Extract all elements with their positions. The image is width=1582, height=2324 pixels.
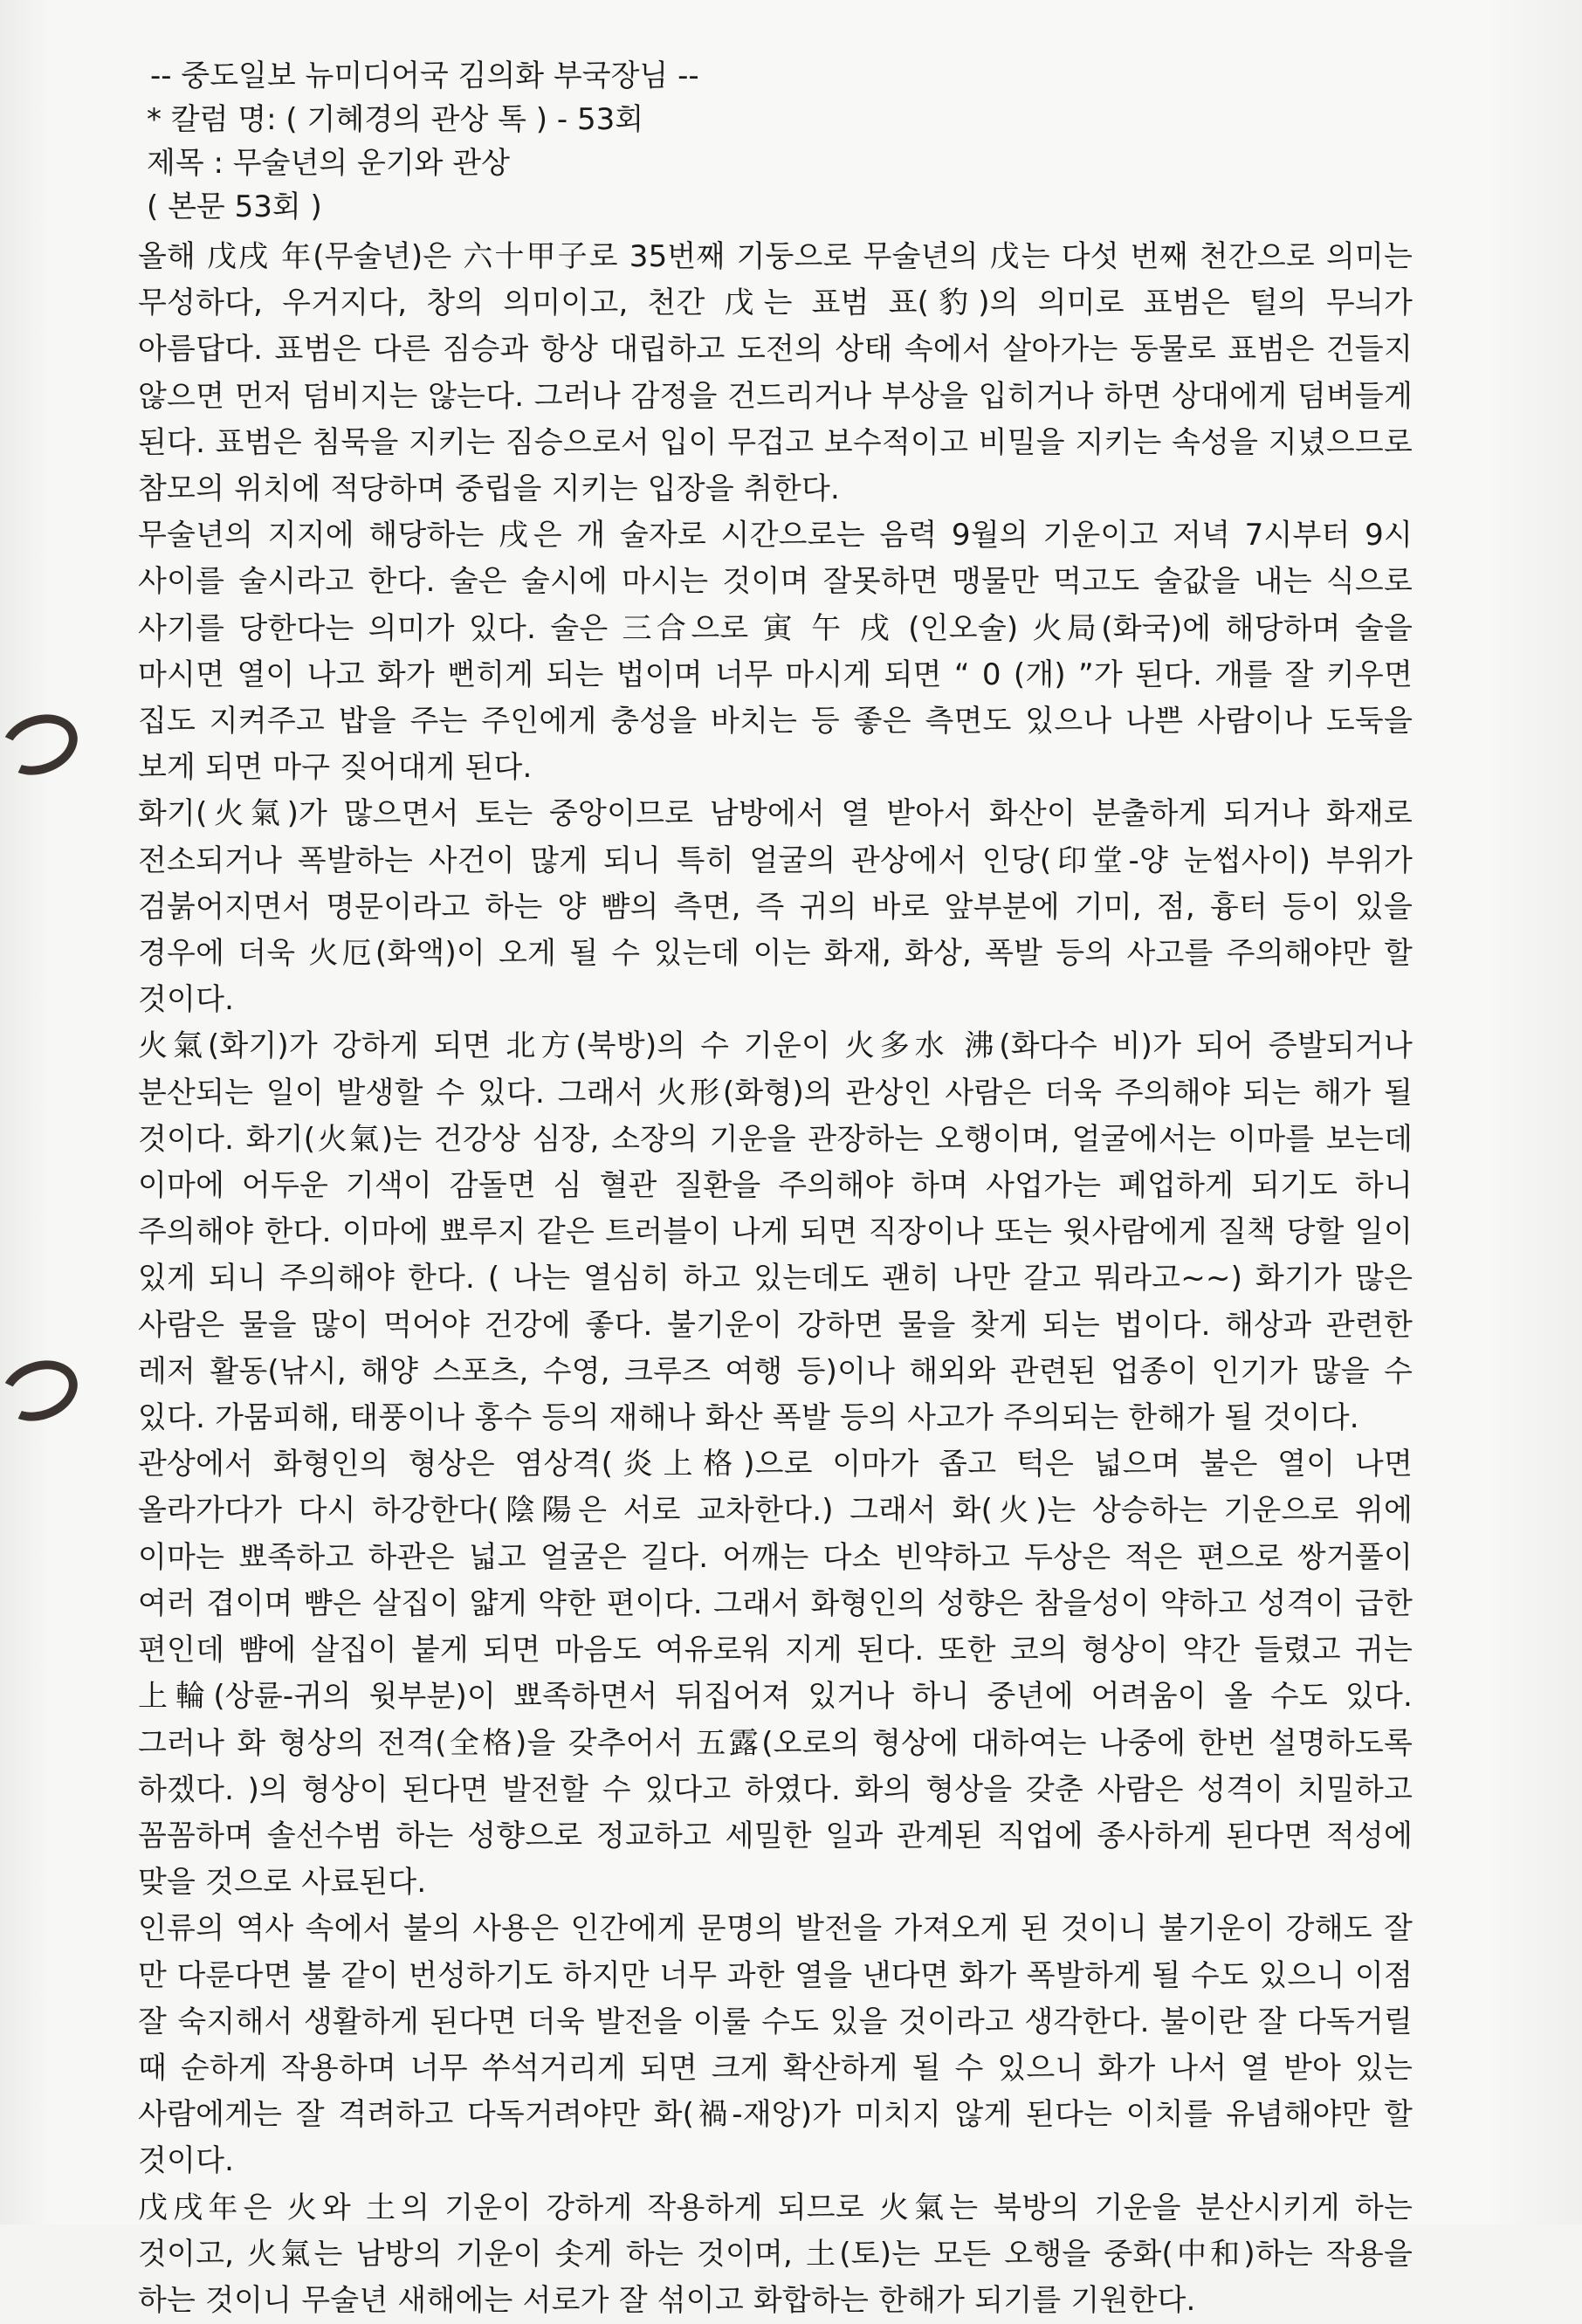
header-source-line: -- 중도일보 뉴미디어국 김의화 부국장님 -- <box>150 58 699 93</box>
body-label: ( 본문 53회 ) <box>147 189 322 224</box>
paragraph-5: 관상에서 화형인의 형상은 염상격(炎上格)으로 이마가 좁고 턱은 넓으며 불은 열이 나면 올라가다가 다시 하강한다(陰陽은 서로 교차한다.) 그래서 화(火)는 상승하는 기운으로 위에 이마는 뾰족하고 하관은 넓고 얼굴은 길다. 어깨는 다소 빈약하고 두상은 적은 편으로 쌍거풀이 여러 겹이며 뺨은 살집이 얇게 약한 편이다. 그래서 화형인의 성향은 참을성이 약하고 성격이 급한 편인데 뺨에 살집이 붙게 되면 마음도 여유로워 지게 된다. 또한 코의 형상이 약간 들렸고 귀는 上輪(상륜-귀의 윗부분)이 뾰족하면서 뒤집어져 있거나 하니 중년에 어려움이 올 수도 있다. 그러나 화 형상의 전격(全格)을 갖추어서 五露(오로의 형상에 대하여는 나중에 한번 설명하도록 하겠다. )의 형상이 된다면 발전할 수 있다고 하였다. 화의 형상을 갖춘 사람은 성격이 치밀하고 꼼꼼하며 솔선수범 하는 성향으로 정교하고 세밀한 일과 관계된 직업에 종사하게 된다면 적성에 맞을 것으로 사료된다. <box>138 1447 1413 1901</box>
binder-ring <box>0 1351 86 1432</box>
paragraph-4: 火氣(화기)가 강하게 되면 北方(북방)의 수 기운이 火多水 沸(화다수 비)가 되어 증발되거나 분산되는 일이 발생할 수 있다. 그래서 火形(화형)의 관상인 사람은 더욱 주의해야 되는 해가 될 것이다. 화기(火氣)는 건강상 심장, 소장의 기운을 관장하는 오행이며, 얼굴에서는 이마를 보는데 이마에 어두운 기색이 감돌면 심 혈관 질환을 주의해야 하며 사업가는 폐업하게 되기도 하니 주의해야 한다. 이마에 뾰루지 같은 트러블이 나게 되면 직장이나 또는 윗사람에게 질책 당할 일이 있게 되니 주의해야 한다. ( 나는 열심히 하고 있는데도 괜히 나만 갈고 뭐라고~~) 화기가 많은 사람은 물을 많이 먹어야 건강에 좋다. 불기운이 강하면 물을 찾게 되는 법이다. 해상과 관련한 레저 활동(낚시, 해양 스포츠, 수영, 크루즈 여행 등)이나 해외와 관련된 업종이 인기가 많을 수 있다. 가뭄피해, 태풍이나 홍수 등의 재해나 화산 폭발 등의 사고가 주의되는 한해가 될 것이다. <box>138 1028 1413 1436</box>
binder-ring <box>0 705 86 786</box>
document-body <box>138 54 1413 2324</box>
paragraph-7: 戊戌年은 火와 土의 기운이 강하게 작용하게 되므로 火氣는 북방의 기운을 분산시키게 하는 것이고, 火氣는 남방의 기운이 솟게 하는 것이며, 土(토)는 모든 오행을 중화(中和)하는 작용을 하는 것이니 무술년 새해에는 서로가 잘 섞이고 화합하는 한해가 되기를 기원한다. <box>138 2190 1413 2318</box>
paragraph-1: 올해 戊戌 年(무술년)은 六十甲子로 35번째 기둥으로 무술년의 戊는 다섯 번째 천간으로 의미는 무성하다, 우거지다, 창의 의미이고, 천간 戊는 표범 표(豹)의 의미로 표범은 털의 무늬가 아름답다. 표범은 다른 짐승과 항상 대립하고 도전의 상태 속에서 살아가는 동물로 표범은 건들지 않으면 먼저 덤비지는 않는다. 그러나 감정을 건드리거나 부상을 입히거나 하면 상대에게 덤벼들게 된다. 표범은 침묵을 지키는 짐승으로서 입이 무겁고 보수적이고 비밀을 지키는 속성을 지녔으므로 참모의 위치에 적당하며 중립을 지키는 입장을 취한다. <box>138 239 1413 507</box>
paragraph-2: 무술년의 지지에 해당하는 戌은 개 술자로 시간으로는 음력 9월의 기운이고 저녁 7시부터 9시 사이를 술시라고 한다. 술은 술시에 마시는 것이며 잘못하면 맹물만 먹고도 술값을 내는 식으로 사기를 당한다는 의미가 있다. 술은 三合으로 寅 午 戌 (인오술) 火局(화국)에 해당하며 술을 마시면 열이 나고 화가 뻔히게 되는 법이며 너무 마시게 되면 “ 0 (개) ”가 된다. 개를 잘 키우면 집도 지켜주고 밥을 주는 주인에게 충성을 바치는 등 좋은 측면도 있으나 나쁜 사람이나 도둑을 보게 되면 마구 짖어대게 된다. <box>138 518 1413 786</box>
paragraph-3: 화기(火氣)가 많으면서 토는 중앙이므로 남방에서 열 받아서 화산이 분출하게 되거나 화재로 전소되거나 폭발하는 사건이 많게 되니 특히 얼굴의 관상에서 인당(印堂-양 눈썹사이) 부위가 검붉어지면서 명문이라고 하는 양 뺨의 측면, 즉 귀의 바로 앞부분에 기미, 점, 흉터 등이 있을 경우에 더욱 火厄(화액)이 오게 될 수 있는데 이는 화재, 화상, 폭발 등의 사고를 주의해야만 할 것이다. <box>138 796 1413 1018</box>
article-subject: 제목 : 무술년의 운기와 관상 <box>147 146 510 181</box>
paragraph-6: 인류의 역사 속에서 불의 사용은 인간에게 문명의 발전을 가져오게 된 것이니 불기운이 강해도 잘 만 다룬다면 불 같이 번성하기도 하지만 너무 과한 열을 낸다면 화가 폭발하게 될 수도 있으니 이점 잘 숙지해서 생활하게 된다면 더욱 발전을 이룰 수도 있을 것이라고 생각한다. 불이란 잘 다독거릴 때 순하게 작용하며 너무 쑤석거리게 되면 크게 확산하게 될 수 있으니 화가 나서 열 받아 있는 사람에게는 잘 격려하고 다독거려야만 화(禍-재앙)가 미치지 않게 된다는 이치를 유념해야만 할 것이다. <box>138 1911 1413 2179</box>
column-title-line: * 칼럼 명: ( 기혜경의 관상 톡 ) - 53회 <box>147 102 644 137</box>
